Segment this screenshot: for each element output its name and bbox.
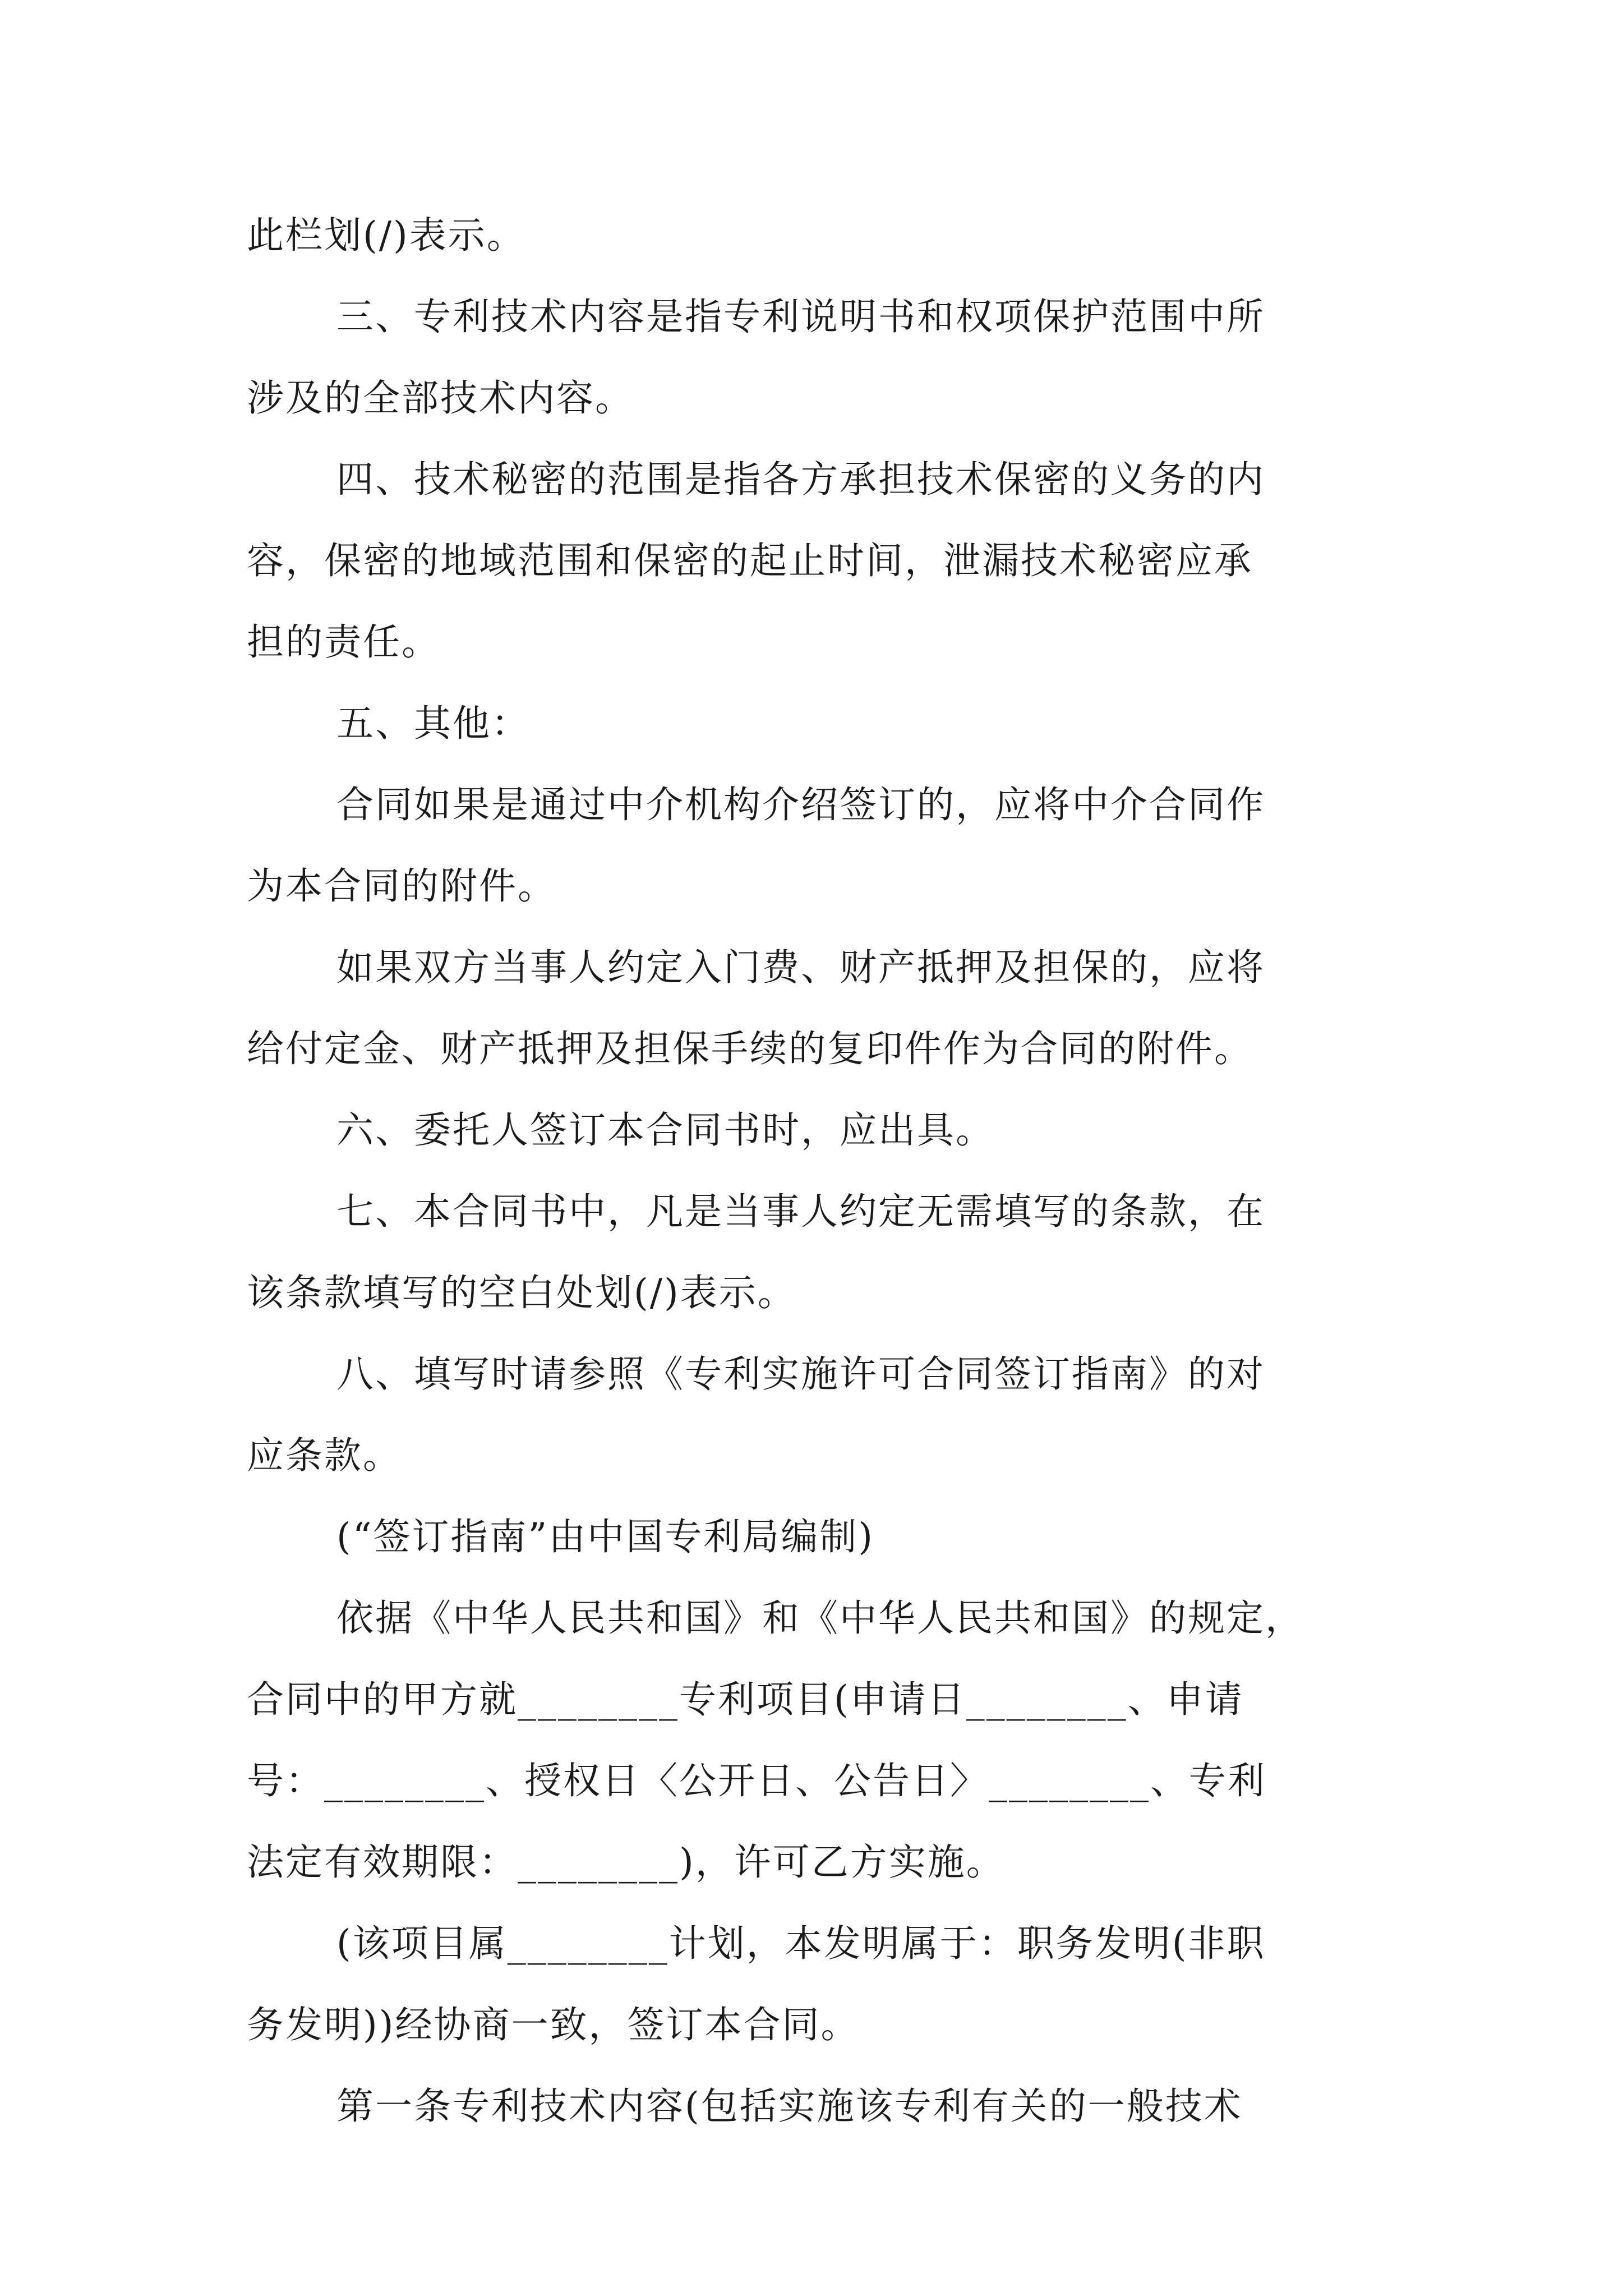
text-line-12: 六、委托人签订本合同书时，应出具。	[336, 1108, 994, 1152]
text-line-7: 五、其他：	[336, 702, 530, 745]
text-line-16: 应条款。	[247, 1434, 402, 1477]
text-line-9: 为本合同的附件。	[247, 864, 556, 908]
text-line-23: 务发明))经协商一致，签订本合同。	[247, 2003, 860, 2046]
text-line-4: 四、技术秘密的范围是指各方承担技术保密的义务的内	[336, 458, 1265, 501]
text-line-11: 给付定金、财产抵押及担保手续的复印件作为合同的附件。	[247, 1027, 1253, 1070]
text-line-3: 涉及的全部技术内容。	[247, 376, 634, 420]
text-line-10: 如果双方当事人约定入门费、财产抵押及担保的，应将	[336, 946, 1265, 989]
text-line-5: 容，保密的地域范围和保密的起止时间，泄漏技术秘密应承	[247, 539, 1253, 582]
text-line-21: 法定有效期限：________)，许可乙方实施。	[247, 1841, 1005, 1884]
text-line-6: 担的责任。	[247, 620, 440, 664]
text-line-13: 七、本合同书中，凡是当事人约定无需填写的条款，在	[336, 1190, 1265, 1233]
text-line-24: 第一条专利技术内容(包括实施该专利有关的一般技术	[336, 2085, 1243, 2128]
text-line-19: 合同中的甲方就________专利项目(申请日________、申请	[247, 1678, 1244, 1721]
text-line-17: (“签订指南”由中国专利局编制)	[336, 1515, 874, 1558]
text-line-1: 此栏划(/)表示。	[247, 214, 525, 257]
text-line-20: 号：________、授权日〈公开日、公告日〉________、专利	[247, 1759, 1266, 1802]
text-line-15: 八、填写时请参照《专利实施许可合同签订指南》的对	[336, 1352, 1265, 1396]
text-line-8: 合同如果是通过中介机构介绍签订的，应将中介合同作	[336, 783, 1265, 826]
text-line-14: 该条款填写的空白处划(/)表示。	[247, 1271, 796, 1314]
text-line-18: 依据《中华人民共和国》和《中华人民共和国》的规定，	[336, 1596, 1304, 1640]
text-line-2: 三、专利技术内容是指专利说明书和权项保护范围中所	[336, 295, 1265, 338]
text-line-22: (该项目属________计划，本发明属于：职务发明(非职	[336, 1922, 1266, 1965]
